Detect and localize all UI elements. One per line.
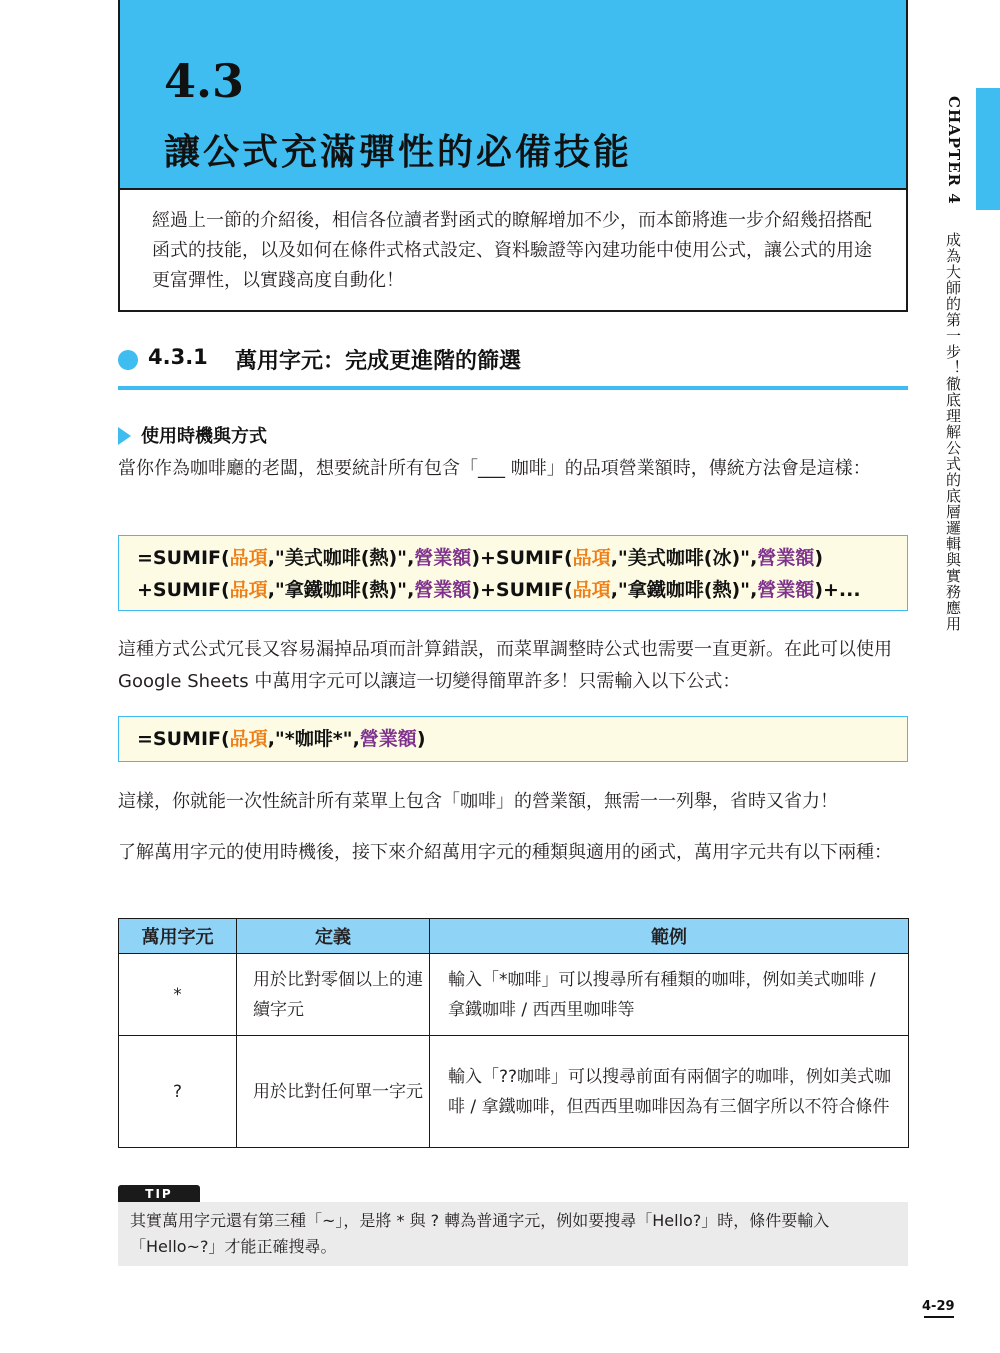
triangle-bullet-icon [118, 427, 131, 445]
page-number: 4-29 [922, 1299, 955, 1314]
code-line-1: =SUMIF(品項,"美式咖啡(熱)",營業額)+SUMIF(品項,"美式咖啡(冰)",營業額) [137, 547, 823, 569]
subsection-heading [118, 422, 267, 448]
section-heading [118, 344, 908, 390]
header-wildcard: 萬用字元 [119, 919, 237, 954]
tip-box: 其實萬用字元還有第三種「~」，是將 * 與 ? 轉為普通字元，例如要搜尋「Hello?」時，條件要輸入「Hello~?」才能正確搜尋。 [118, 1202, 908, 1266]
table-header-row [119, 919, 909, 954]
table-row [119, 1036, 909, 1148]
cell-example: 輸入「*咖啡」可以搜尋所有種類的咖啡，例如美式咖啡 / 拿鐵咖啡 / 西西里咖啡等 [430, 954, 909, 1036]
cell-symbol: * [119, 954, 237, 1036]
code-block-wildcard-formula [118, 716, 908, 762]
cell-definition: 用於比對零個以上的連續字元 [237, 954, 430, 1036]
page-number-rule [924, 1316, 954, 1318]
paragraph-types-intro: 了解萬用字元的使用時機後，接下來介紹萬用字元的種類與適用的函式，萬用字元共有以下兩種： [118, 842, 892, 863]
section-title: 萬用字元：完成更進階的篩選 [235, 349, 522, 374]
paragraph-result: 這樣，你就能一次性統計所有菜單上包含「咖啡」的營業額，無需一一列舉，省時又省力！ [118, 791, 838, 812]
header-example: 範例 [430, 919, 909, 954]
wildcard-table [118, 918, 909, 1148]
tip-label: TIP [118, 1185, 200, 1203]
banner-number: 4.3 [164, 54, 245, 108]
code-block-long-formula [118, 535, 908, 611]
cell-example: 輸入「??咖啡」可以搜尋前面有兩個字的咖啡，例如美式咖啡 / 拿鐵咖啡，但西西里咖啡因為有三個字所以不符合條件 [430, 1036, 909, 1148]
chapter-label: CHAPTER 4 [945, 96, 963, 205]
section-banner [118, 0, 908, 190]
bullet-dot-icon [118, 350, 138, 370]
cell-definition: 用於比對任何單一字元 [237, 1036, 430, 1148]
chapter-tab-marker [976, 88, 1000, 210]
table-row [119, 954, 909, 1036]
cell-symbol: ? [119, 1036, 237, 1148]
section-number: 4.3.1 [148, 345, 208, 369]
code-line-2: +SUMIF(品項,"拿鐵咖啡(熱)",營業額)+SUMIF(品項,"拿鐵咖啡(熱)",營業額)+... [137, 579, 861, 601]
intro-box: 經過上一節的介紹後，相信各位讀者對函式的瞭解增加不少，而本節將進一步介紹幾招搭配函式的技能，以及如何在條件式格式設定、資料驗證等內建功能中使用公式，讓公式的用途更富彈性，以實踐高度自動化！ [118, 188, 908, 312]
subsection-title: 使用時機與方式 [141, 426, 267, 447]
paragraph-intro-example: 當你作為咖啡廳的老闆，想要統計所有包含「___ 咖啡」的品項營業額時，傳統方法會是這樣： [118, 458, 871, 479]
code-line-wildcard: =SUMIF(品項,"*咖啡*",營業額) [137, 728, 426, 750]
banner-title: 讓公式充滿彈性的必備技能 [164, 132, 633, 173]
paragraph-problem: 這種方式公式冗長又容易漏掉品項而計算錯誤，而菜單調整時公式也需要一直更新。在此可以使用 Google Sheets 中萬用字元可以讓這一切變得簡單許多！只需輸入以下公式： [118, 639, 892, 692]
header-definition: 定義 [237, 919, 430, 954]
chapter-subtitle: 成為大師的第一步！徹底理解公式的底層邏輯與實務應用 [944, 232, 962, 632]
